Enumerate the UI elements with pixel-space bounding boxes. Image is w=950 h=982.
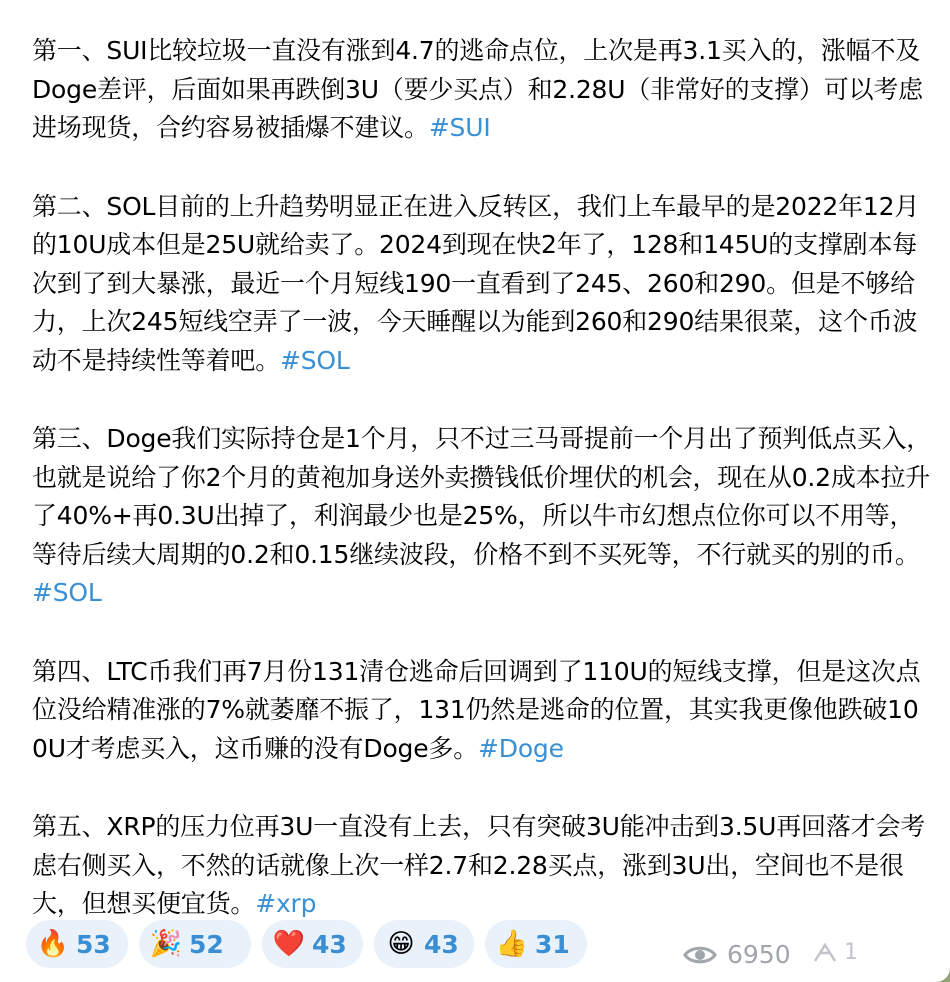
- fire-icon: 🔥: [36, 929, 70, 959]
- hashtag-sol[interactable]: #SOL: [280, 345, 350, 375]
- watermark-logo-icon: [812, 942, 838, 964]
- reaction-grin[interactable]: [374, 920, 474, 968]
- message-time: 1: [844, 940, 859, 965]
- reaction-heart[interactable]: [262, 920, 363, 968]
- paragraph-3: [32, 420, 932, 613]
- paragraph-5: [32, 808, 932, 924]
- paragraph-2-text: 第二、SOL目前的上升趋势明显正在进入反转区，我们上车最早的是2022年12月的10U成本但是25U就给卖了。2024到现在快2年了，128和145U的支撑剧本每次到了到大暴涨，最近一个月短线190一直看到了245、260和290。但是不够给力，上次245短线空弄了一波，今天睡醒以为能到260和290结果很菜，这个币波动不是持续性等着吧。: [32, 191, 920, 375]
- hashtag-sui[interactable]: #SUI: [428, 113, 491, 142]
- reaction-fire[interactable]: [26, 920, 128, 968]
- paragraph-1: [32, 32, 932, 148]
- hashtag-sol-2[interactable]: #SOL: [32, 578, 102, 607]
- reaction-thumbs-up[interactable]: [485, 920, 587, 968]
- hashtag-doge[interactable]: #Doge: [478, 733, 564, 763]
- reaction-count: 43: [424, 929, 459, 959]
- grinning-face-icon: 😁: [387, 929, 415, 959]
- hashtag-xrp[interactable]: #xrp: [255, 889, 317, 918]
- reaction-party[interactable]: [139, 920, 251, 968]
- party-popper-icon: 🎉: [149, 929, 183, 959]
- paragraph-1-text: 第一、SUI比较垃圾一直没有涨到4.7的逃命点位，上次是再3.1买入的，涨幅不及Doge差评，后面如果再跌倒3U（要少买点）和2.28U（非常好的支撑）可以考虑进场现货，合约容易被插爆不建议。: [32, 36, 923, 142]
- paragraph-5-text: 第五、XRP的压力位再3U一直没有上去，只有突破3U能冲击到3.5U再回落才会考虑右侧买入，不然的话就像上次一样2.7和2.28买点，涨到3U出，空间也不是很大，但想买便宜货。: [32, 812, 926, 918]
- reaction-count: 53: [76, 929, 111, 959]
- reactions-bar: [26, 920, 587, 968]
- reaction-count: 52: [189, 929, 224, 959]
- thumbs-up-icon: 👍: [495, 929, 529, 959]
- reaction-count: 31: [535, 929, 570, 959]
- paragraph-3-text: 第三、Doge我们实际持仓是1个月，只不过三马哥提前一个月出了预判低点买入，也就是说给了你2个月的黄袍加身送外卖攒钱低价埋伏的机会，现在从0.2成本拉升了40%+再0.3U出掉了，利润最少也是25%，所以牛市幻想点位你可以不用等，等待后续大周期的0.2和0.15继续波段，价格不到不买死等，不行就买的别的币。: [32, 424, 932, 569]
- watermark: [812, 940, 859, 965]
- reaction-count: 43: [312, 929, 347, 959]
- message-text: [32, 32, 932, 964]
- view-count: 6950: [727, 940, 791, 969]
- paragraph-2: [32, 188, 932, 381]
- heart-icon: ❤️: [272, 929, 306, 959]
- view-counter: [683, 940, 791, 969]
- eye-icon: [683, 944, 717, 966]
- paragraph-4: [32, 653, 932, 769]
- paragraph-4-text: 第四、LTC币我们再7月份131清仓逃命后回调到了110U的短线支撑，但是这次点位没给精准涨的7%就萎靡不振了，131仍然是逃命的位置，其实我更像他跌破100U才考虑买入，这币赚的没有Doge多。: [32, 656, 921, 763]
